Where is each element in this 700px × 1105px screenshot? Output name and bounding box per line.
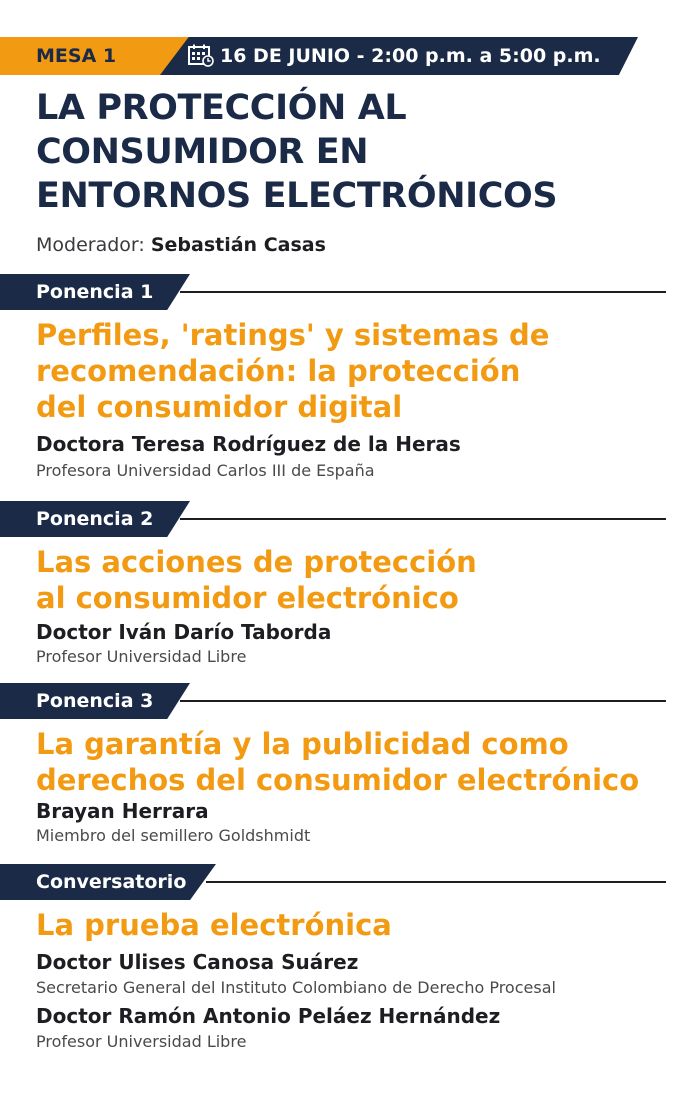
session-bar-conversatorio (0, 864, 666, 900)
talk-title-line: La garantía y la publicidad como (36, 727, 569, 761)
speaker-name: Brayan Herrara (36, 799, 209, 823)
talk-title-line: La prueba electrónica (36, 908, 392, 942)
speaker-affiliation: Profesor Universidad Libre (36, 1032, 247, 1051)
speaker-name: Doctor Ulises Canosa Suárez (36, 950, 359, 974)
session-tag-label: Conversatorio (36, 871, 187, 893)
speaker-name: Doctora Teresa Rodríguez de la Heras (36, 432, 461, 456)
speaker-name: Doctor Ramón Antonio Peláez Hernández (36, 1004, 501, 1028)
date-time: 16 DE JUNIO - 2:00 p.m. a 5:00 p.m. (220, 45, 601, 67)
talk-title-line: del consumidor digital (36, 390, 403, 424)
calendar-clock-icon (188, 44, 214, 68)
talk-title (36, 317, 686, 425)
speaker-affiliation: Miembro del semillero Goldshmidt (36, 826, 311, 845)
session-bar-ponencia-2 (0, 501, 666, 537)
title-line: CONSUMIDOR EN (36, 132, 369, 172)
talk-title-line: Perfiles, 'ratings' y sistemas de (36, 318, 550, 352)
speaker-affiliation: Profesora Universidad Carlos III de España (36, 461, 375, 480)
divider-line (180, 700, 666, 702)
speaker-name: Doctor Iván Darío Taborda (36, 620, 332, 644)
moderator-line (36, 234, 326, 256)
talk-title-line: Las acciones de protección (36, 545, 477, 579)
speaker-affiliation: Profesor Universidad Libre (36, 647, 247, 666)
title-line: LA PROTECCIÓN AL (36, 88, 407, 128)
talk-title-line: al consumidor electrónico (36, 581, 459, 615)
title-line: ENTORNOS ELECTRÓNICOS (36, 176, 558, 216)
moderator-label: Moderador: (36, 234, 145, 256)
talk-title-line: recomendación: la protección (36, 354, 521, 388)
session-tag-label: Ponencia 3 (36, 690, 154, 712)
divider-line (206, 881, 666, 883)
talk-title (36, 544, 686, 616)
session-bar-ponencia-1 (0, 274, 666, 310)
page-title (36, 86, 676, 218)
speaker-affiliation: Secretario General del Instituto Colombiano de Derecho Procesal (36, 978, 556, 997)
session-bar-ponencia-3 (0, 683, 666, 719)
talk-title-line: derechos del consumidor electrónico (36, 763, 640, 797)
divider-line (180, 518, 666, 520)
talk-title (36, 907, 686, 943)
session-tag-label: Ponencia 1 (36, 281, 154, 303)
talk-title (36, 726, 686, 798)
moderator-name: Sebastián Casas (150, 234, 326, 256)
session-header (0, 37, 640, 75)
mesa-label: MESA 1 (36, 45, 117, 67)
session-tag-label: Ponencia 2 (36, 508, 154, 530)
divider-line (180, 291, 666, 293)
